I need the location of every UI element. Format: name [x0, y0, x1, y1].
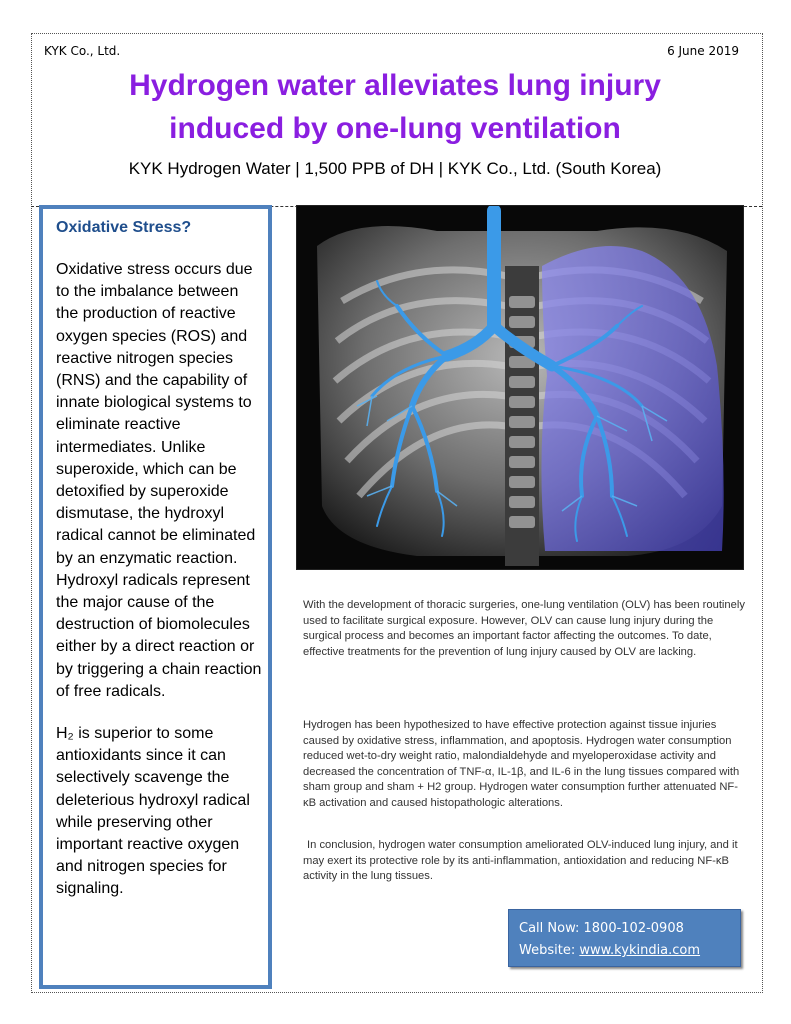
sidebar-heading: Oxidative Stress?	[56, 219, 192, 236]
page-title	[60, 64, 730, 150]
publication-date: 6 June 2019	[667, 44, 739, 58]
page-subtitle: KYK Hydrogen Water | 1,500 PPB of DH | KYK Co., Ltd. (South Korea)	[128, 159, 662, 178]
sidebar-paragraph-1: Oxidative stress occurs due to the imbalance between the production of reactive oxygen species (ROS) and reactive nitrogen species (RNS) and the capability of innate biological systems to eliminate reactive intermediates. Unlike superoxide, which can be detoxified by superoxide dismutase, the hydroxyl radical cannot be eliminated by an enzymatic reaction. Hydroxyl radicals represent the major cause of the destruction of biomolecules either by a direct reaction or by triggering a chain reaction of free radicals.	[56, 261, 262, 700]
oxidative-stress-sidebar	[39, 205, 272, 989]
main-paragraph-3: In conclusion, hydrogen water consumption ameliorated OLV-induced lung injury, and it may exert its protective role by its anti-inflammation, antioxidation and reducing NF-κB activity in the lung tissues.	[303, 839, 738, 883]
call-now-text: Call Now: 1800-102-0908	[519, 921, 684, 936]
main-paragraph-1: With the development of thoracic surgeries, one-lung ventilation (OLV) has been routinely used to facilitate surgical exposure. However, OLV can cause lung injury during the surgical process and becomes an important factor affecting the outcomes. To date, effective treatments for the prevention of lung injury caused by OLV are lacking.	[303, 599, 745, 658]
lung-airway-image	[296, 205, 744, 570]
contact-box	[508, 909, 741, 967]
title-line-1: Hydrogen water alleviates lung injury	[129, 69, 661, 102]
website-link[interactable]: www.kykindia.com	[579, 943, 701, 958]
main-paragraph-2: Hydrogen has been hypothesized to have effective protection against tissue injuries caused by oxidative stress, inflammation, and apoptosis. Hydrogen water consumption reduced wet-to-dry weight ratio, malondialdehyde and myeloperoxidase activity and decreased the concentration of TNF-α, IL-1β, and IL-6 in the lung tissues compared with sham group and sham + H2 group. Hydrogen water consumption further attenuated NF-κB activation and caused histopathologic alterations.	[303, 719, 740, 809]
website-label: Website:	[519, 943, 580, 958]
title-line-2: induced by one-lung ventilation	[169, 112, 621, 145]
website-line	[519, 940, 740, 962]
company-name: KYK Co., Ltd.	[44, 44, 121, 58]
lung-illustration	[297, 206, 743, 569]
sidebar-paragraph-2: H₂ is superior to some antioxidants since it can selectively scavenge the deleterious hydroxyl radical while preserving other important reactive oxygen and nitrogen species for signaling.	[56, 725, 250, 898]
